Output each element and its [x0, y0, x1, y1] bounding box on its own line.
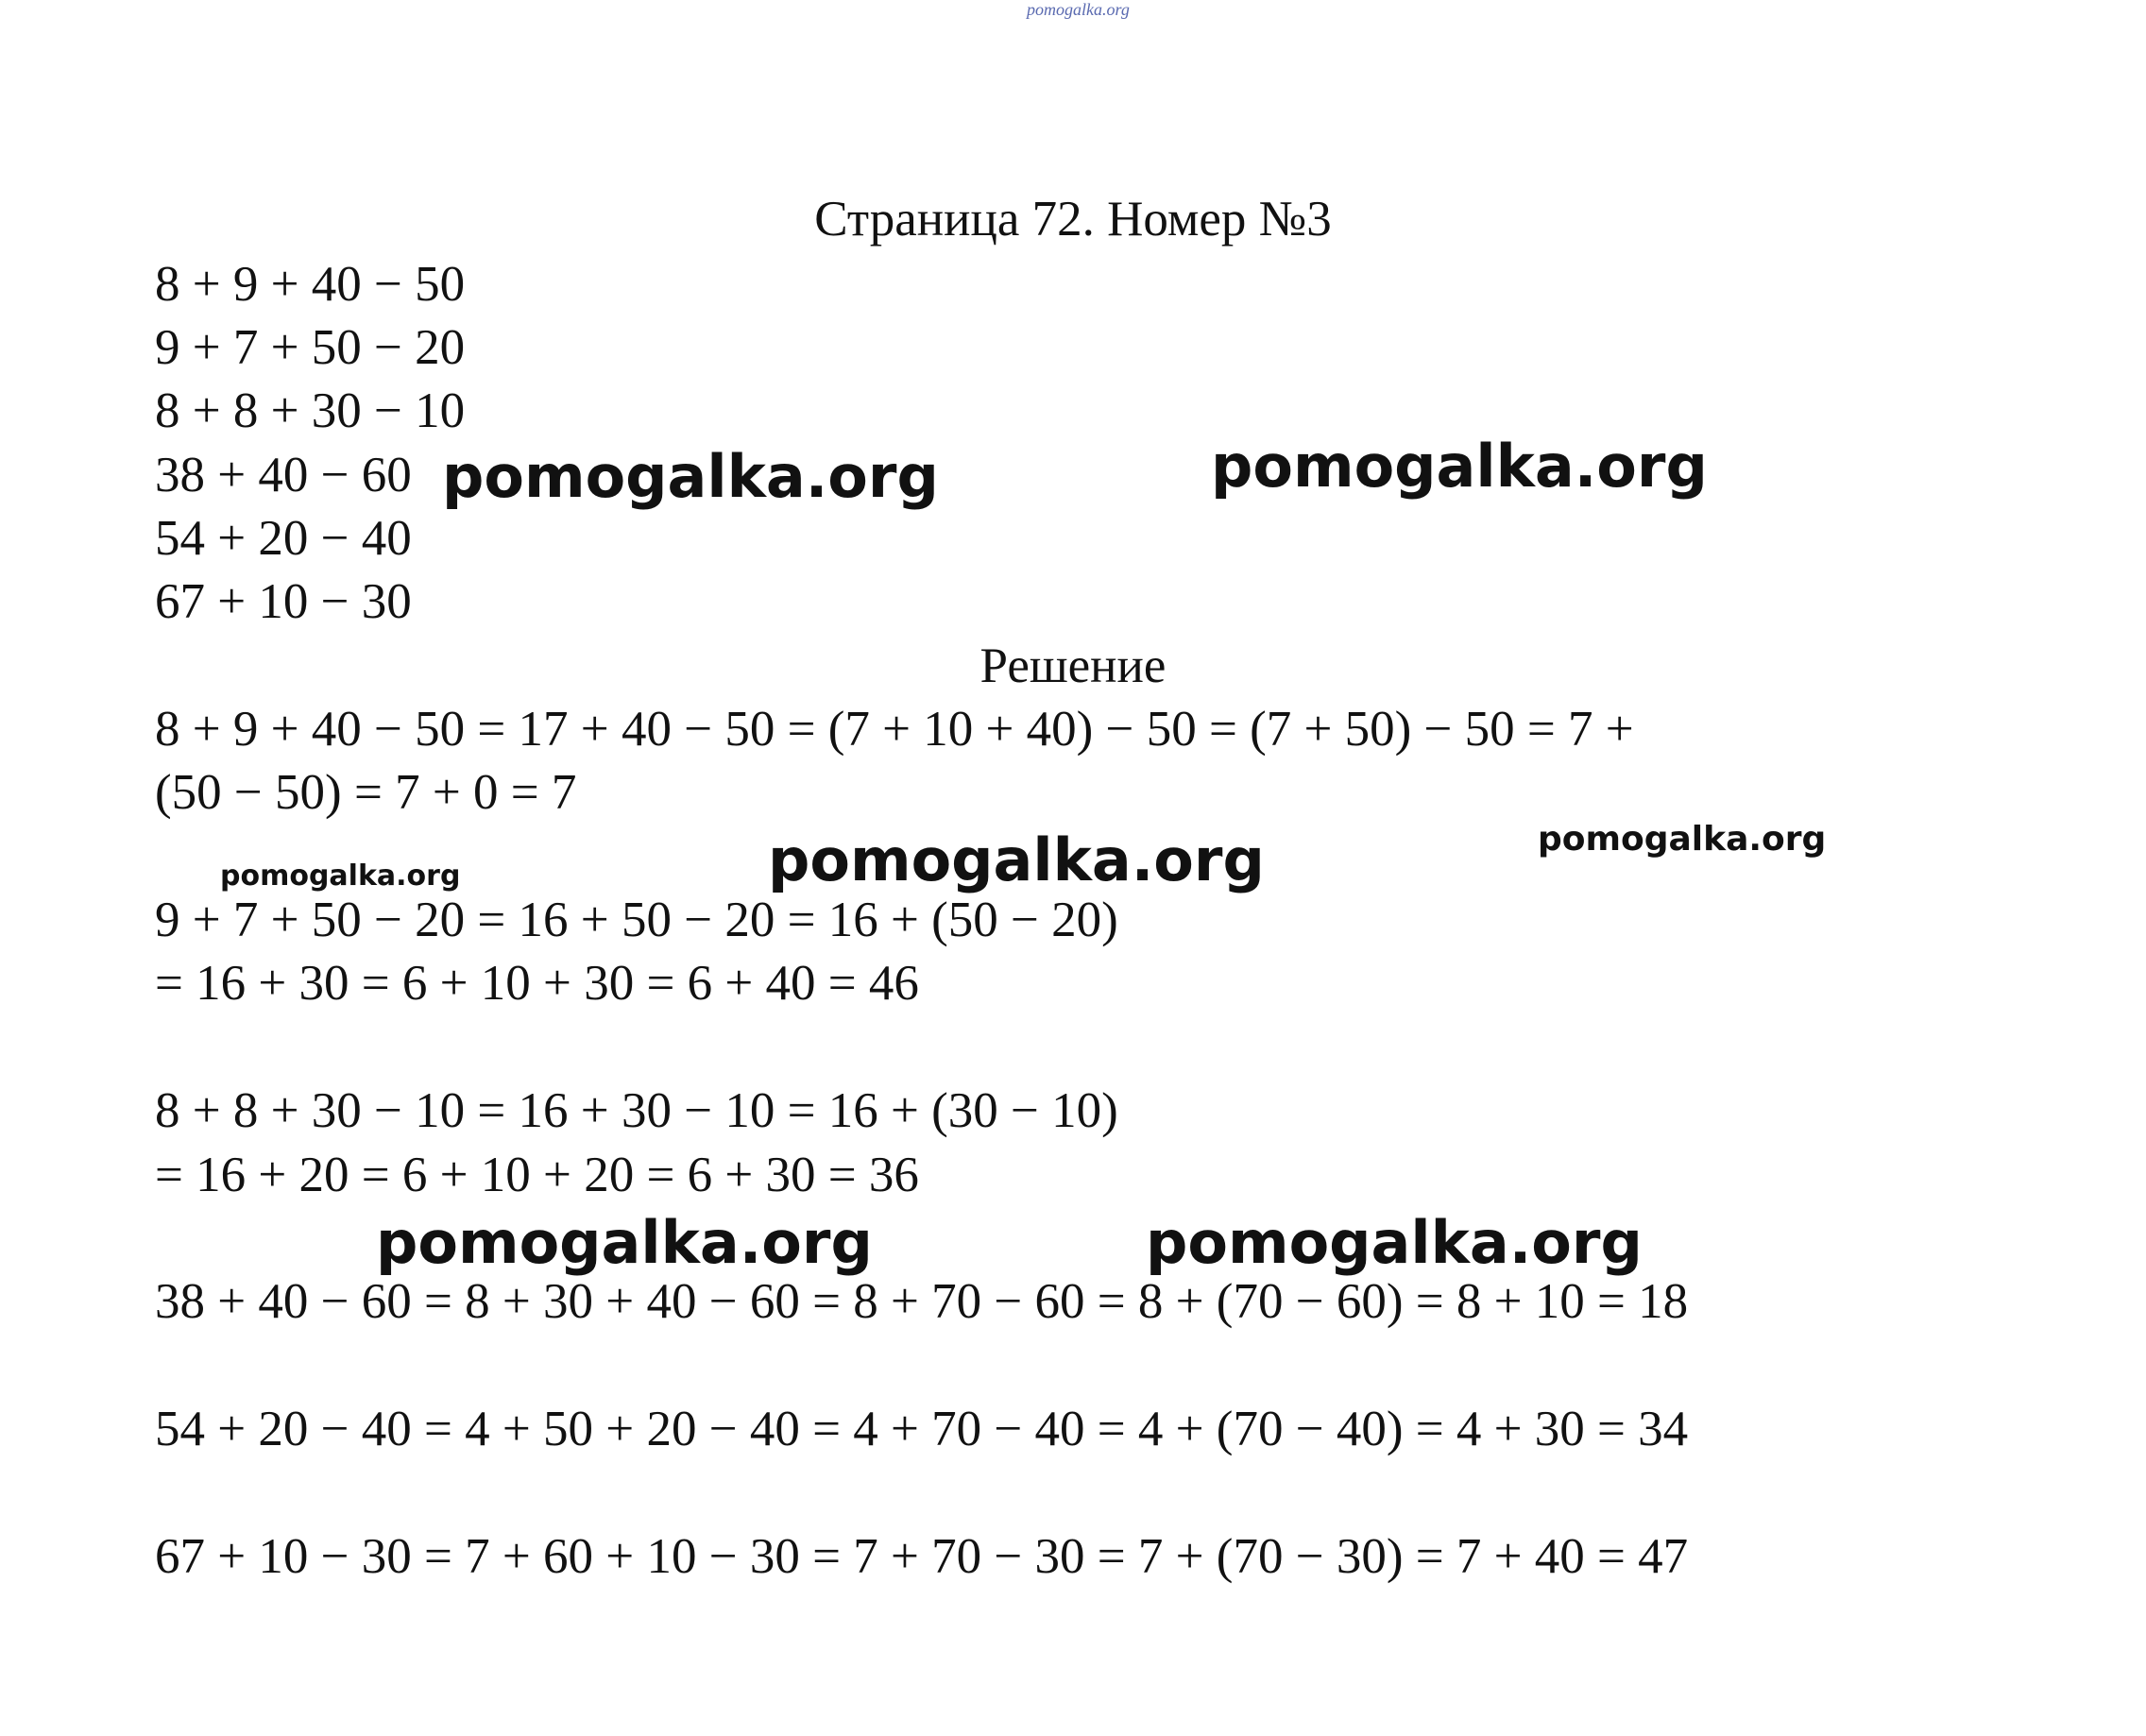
solution-line: 67 + 10 − 30 = 7 + 60 + 10 − 30 = 7 + 70 − 30 = 7 + (70 − 30) = 7 + 40 = 47: [155, 1529, 1689, 1584]
solution-line: 8 + 8 + 30 − 10 = 16 + 30 − 10 = 16 + (30 − 10): [155, 1083, 1118, 1138]
task-line: 8 + 8 + 30 − 10: [155, 383, 466, 438]
solution-line: = 16 + 30 = 6 + 10 + 30 = 6 + 40 = 46: [155, 956, 919, 1011]
watermark: pomogalka.org: [220, 859, 461, 893]
task-line: 8 + 9 + 40 − 50: [155, 257, 466, 312]
solution-line: 8 + 9 + 40 − 50 = 17 + 40 − 50 = (7 + 10 + 40) − 50 = (7 + 50) − 50 = 7 +: [155, 702, 1634, 757]
watermark: pomogalka.org: [768, 825, 1265, 894]
task-line: 67 + 10 − 30: [155, 574, 412, 629]
page-title: Страница 72. Номер №3: [814, 192, 1332, 247]
top-watermark: pomogalka.org: [1027, 0, 1130, 19]
watermark: pomogalka.org: [376, 1208, 873, 1277]
task-line: 54 + 20 − 40: [155, 511, 412, 566]
watermark: pomogalka.org: [1538, 820, 1827, 859]
watermark: pomogalka.org: [442, 442, 939, 511]
solution-line: 54 + 20 − 40 = 4 + 50 + 20 − 40 = 4 + 70 − 40 = 4 + (70 − 40) = 4 + 30 = 34: [155, 1402, 1689, 1456]
solution-line: = 16 + 20 = 6 + 10 + 20 = 6 + 30 = 36: [155, 1148, 919, 1202]
watermark: pomogalka.org: [1211, 432, 1708, 501]
solution-line: (50 − 50) = 7 + 0 = 7: [155, 765, 577, 820]
solution-heading: Решение: [979, 638, 1167, 693]
task-line: 9 + 7 + 50 − 20: [155, 320, 466, 375]
solution-line: 9 + 7 + 50 − 20 = 16 + 50 − 20 = 16 + (50 − 20): [155, 893, 1118, 947]
watermark: pomogalka.org: [1146, 1208, 1643, 1277]
solution-line: 38 + 40 − 60 = 8 + 30 + 40 − 60 = 8 + 70 − 60 = 8 + (70 − 60) = 8 + 10 = 18: [155, 1274, 1689, 1329]
task-line: 38 + 40 − 60: [155, 448, 412, 502]
